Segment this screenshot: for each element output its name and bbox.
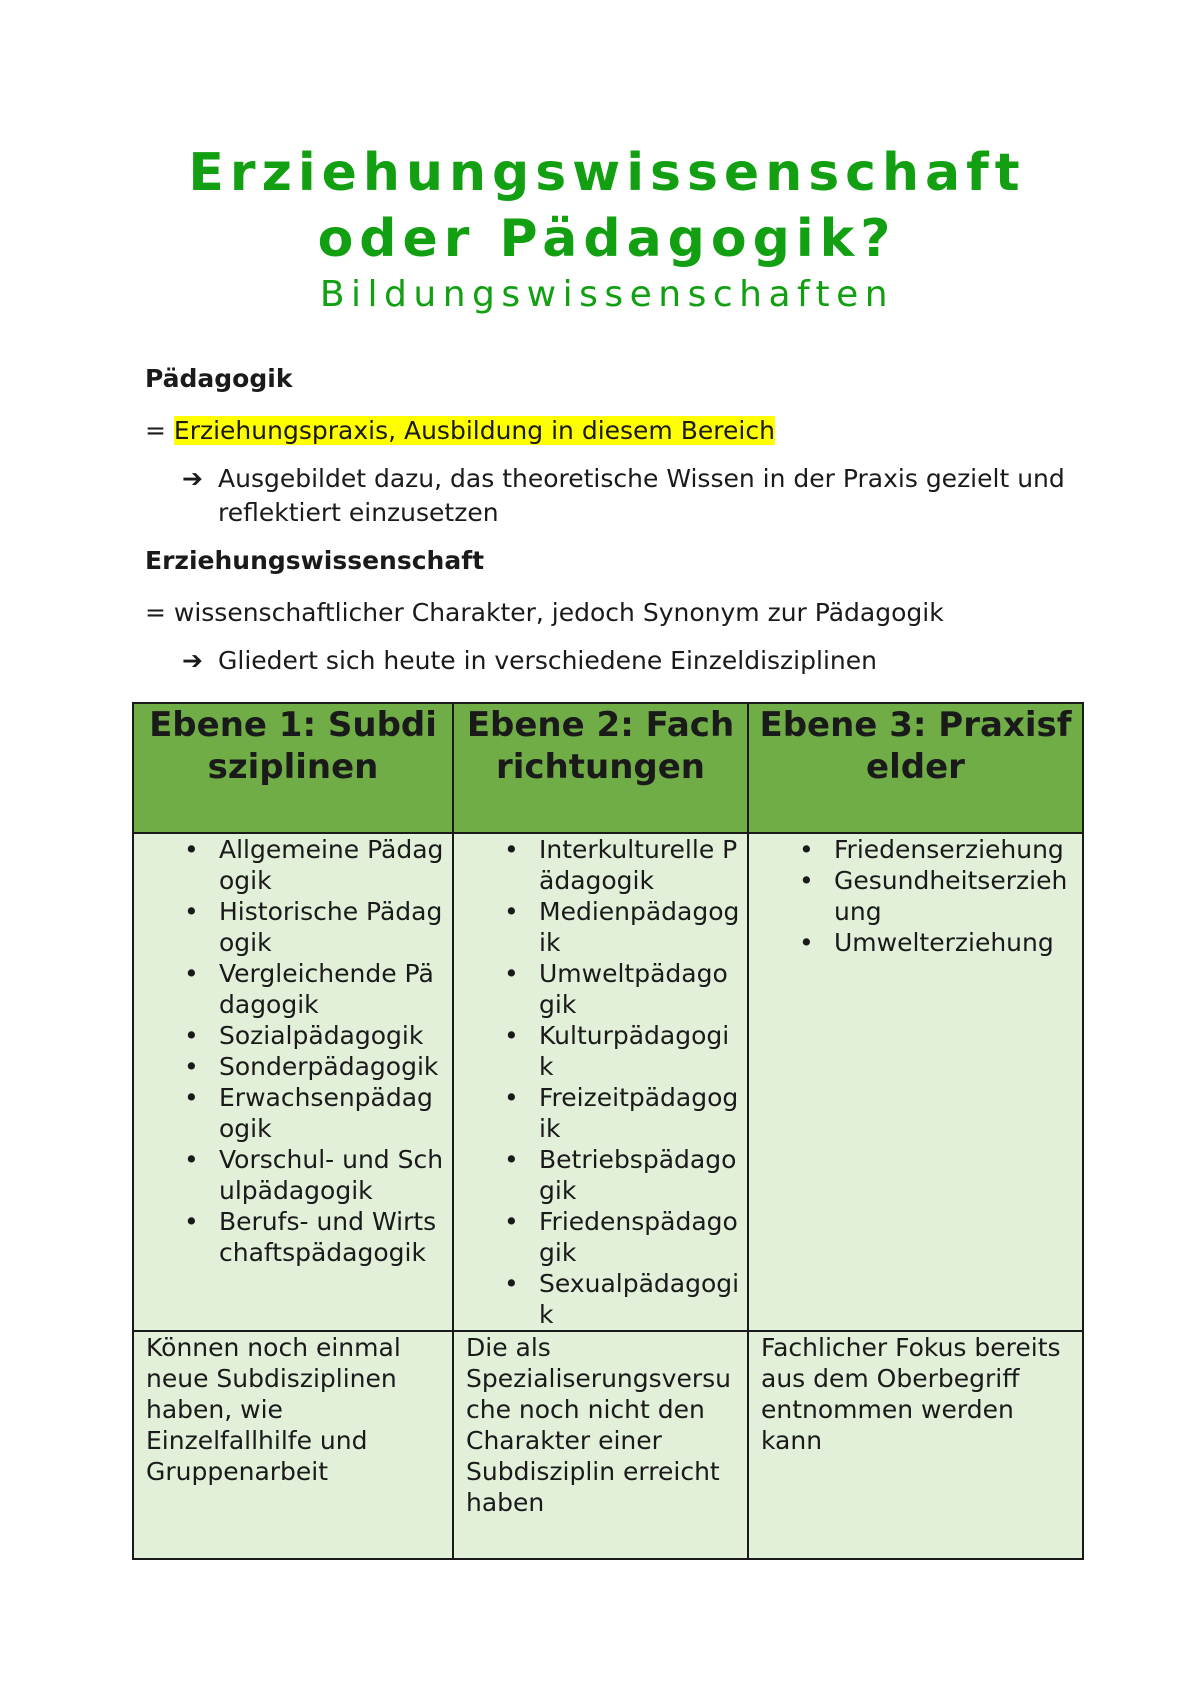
table-note-row [133,1331,1083,1559]
document-page [132,140,1082,1517]
levels-table [132,702,1084,1560]
list-item: • Betriebspädagogik [454,1144,741,1206]
list-item: • Freizeitpädagogik [454,1082,741,1144]
document-subtitle: Bildungswissenschaften [319,274,895,315]
list-item: • Sexualpädagogik [454,1268,741,1330]
list-item: • Vergleichende Pädagogik [134,958,446,1020]
heading-erziehungswissenschaft: Erziehungswissenschaft [145,546,485,575]
arrow-point-erziehungswissenschaft [182,644,1082,678]
title-line-1: Erziehungswissenschaft [188,143,1026,203]
note-ebene-1: Können noch einmal neue Subdisziplinen haben, wie Einzelfallhilfe und Gruppenarbeit [133,1331,453,1559]
list-item: • Sozialpädagogik [134,1020,446,1051]
list-subdisziplinen [134,834,452,1268]
definition-erziehungswissenschaft: = wissenschaftlicher Charakter, jedoch Synonym zur Pädagogik [145,598,944,627]
list-item: • Historische Pädagogik [134,896,446,958]
highlighted-definition: Erziehungspraxis, Ausbildung in diesem Bereich [173,416,775,445]
list-item: • Allgemeine Pädagogik [134,834,446,896]
list-cell-ebene-2 [453,833,748,1331]
list-cell-ebene-1 [133,833,453,1331]
note-ebene-2: Die als Spezialiserungsversuche noch nicht den Charakter einer Subdisziplin erreicht haben [453,1331,748,1559]
list-praxisfelder [749,834,1082,958]
list-item: • Berufs- und Wirtschaftspädagogik [134,1206,446,1268]
list-cell-ebene-3 [748,833,1083,1331]
arrow-point-text: Ausgebildet dazu, das theoretische Wissen in der Praxis gezielt und reflektiert einzusetzen [218,464,1065,527]
header-ebene-3: Ebene 3: Praxisfelder [748,703,1083,833]
title-line-2: oder Pädagogik? [317,209,897,269]
definition-prefix: = [145,416,174,445]
heading-paedagogik: Pädagogik [145,364,293,393]
list-fachrichtungen [454,834,747,1330]
definition-paedagogik [145,414,1082,448]
document-title [132,140,1082,272]
list-item: • Sonderpädagogik [134,1051,446,1082]
list-item: • Umweltpädagogik [454,958,741,1020]
list-item: • Interkulturelle Pädagogik [454,834,741,896]
list-item: • Kulturpädagogik [454,1020,741,1082]
note-ebene-3: Fachlicher Fokus bereits aus dem Oberbegriff entnommen werden kann [748,1331,1083,1559]
table-header-row [133,703,1083,833]
list-item: • Erwachsenpädagogik [134,1082,446,1144]
list-item: • Umwelterziehung [749,927,1076,958]
list-item: • Friedenserziehung [749,834,1076,865]
arrow-point-paedagogik [182,462,1082,530]
header-ebene-2: Ebene 2: Fachrichtungen [453,703,748,833]
arrow-right-icon: ➔ [182,646,203,675]
list-item: • Vorschul- und Schulpädagogik [134,1144,446,1206]
list-item: • Gesundheitserziehung [749,865,1076,927]
table-list-row [133,833,1083,1331]
list-item: • Friedenspädagogik [454,1206,741,1268]
list-item: • Medienpädagogik [454,896,741,958]
arrow-right-icon: ➔ [182,464,203,493]
header-ebene-1: Ebene 1: Subdisziplinen [133,703,453,833]
arrow-point-text: Gliedert sich heute in verschiedene Einzeldisziplinen [218,646,877,675]
